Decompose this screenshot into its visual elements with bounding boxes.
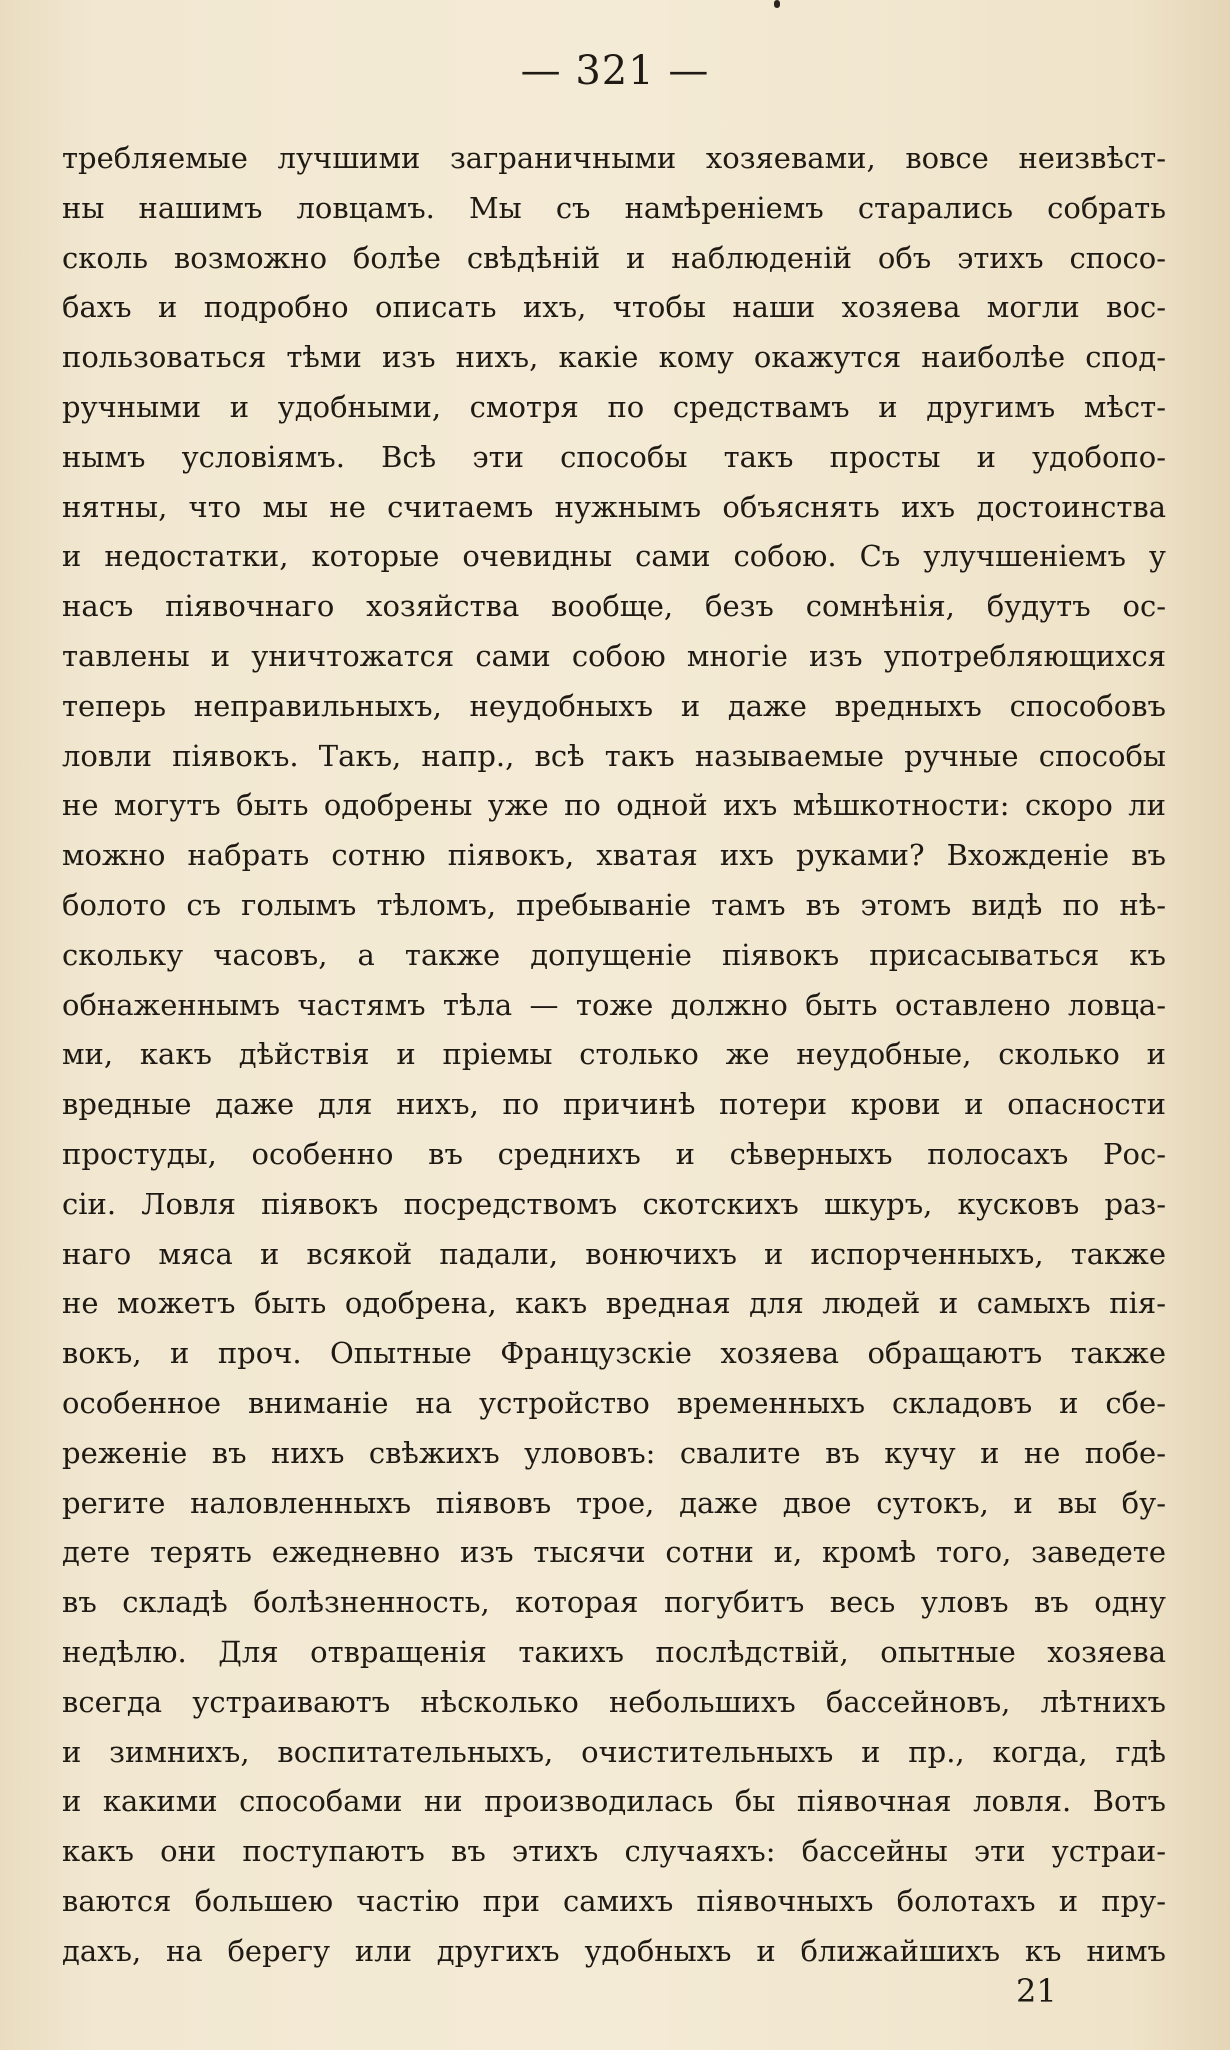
text-line: особенное вниманіе на устройство временныхъ складовъ и сбе-: [62, 1385, 1166, 1420]
ink-speck: [774, 0, 780, 8]
text-line: не можетъ быть одобрена, какъ вредная для людей и самыхъ пія-: [62, 1286, 1166, 1321]
signature-mark: 21: [1016, 1972, 1057, 2010]
text-line: въ складѣ болѣзненность, которая погубитъ весь уловъ въ одну: [62, 1585, 1166, 1620]
text-line: пользоваться тѣми изъ нихъ, какіе кому окажутся наиболѣе спод-: [62, 340, 1166, 375]
text-line: всегда устраиваютъ нѣсколько небольшихъ бассейновъ, лѣтнихъ: [62, 1684, 1166, 1719]
text-line: болото съ голымъ тѣломъ, пребываніе тамъ въ этомъ видѣ по нѣ-: [62, 887, 1166, 922]
text-line: дете терять ежедневно изъ тысячи сотни и, кромѣ того, заведете: [62, 1535, 1166, 1570]
text-line: простуды, особенно въ среднихъ и сѣверныхъ полосахъ Рос-: [62, 1136, 1166, 1171]
text-line: не могутъ быть одобрены уже по одной ихъ мѣшкотности: скоро ли: [62, 788, 1166, 823]
body-text: [62, 134, 1166, 1976]
text-line: и недостатки, которые очевидны сами собою. Съ улучшеніемъ у: [62, 539, 1166, 574]
text-line: тавлены и уничтожатся сами собою многіе изъ употребляющихся: [62, 638, 1166, 673]
text-line: ваются большею частію при самихъ піявочныхъ болотахъ и пру-: [62, 1883, 1166, 1918]
page-number-header: — 321 —: [520, 48, 710, 94]
text-line: и зимнихъ, воспитательныхъ, очистительныхъ и пр., когда, гдѣ: [62, 1734, 1166, 1769]
text-line: сколь возможно болѣе свѣдѣній и наблюденій объ этихъ спосо-: [62, 240, 1166, 275]
text-line: ны нашимъ ловцамъ. Мы съ намѣреніемъ старались собрать: [62, 190, 1166, 225]
text-line: наго мяса и всякой падали, вонючихъ и испорченныхъ, также: [62, 1236, 1166, 1271]
text-line: ручными и удобными, смотря по средствамъ и другимъ мѣст-: [62, 389, 1166, 424]
text-line: и какими способами ни производилась бы піявочная ловля. Вотъ: [62, 1784, 1166, 1819]
text-line: требляемые лучшими заграничными хозяевами, вовсе неизвѣст-: [62, 141, 1166, 175]
text-line: недѣлю. Для отвращенія такихъ послѣдствій, опытные хозяева: [62, 1634, 1166, 1669]
text-line: регите наловленныхъ піявовъ трое, даже двое сутокъ, и вы бу-: [62, 1485, 1166, 1520]
text-line: какъ они поступаютъ въ этихъ случаяхъ: бассейны эти устраи-: [62, 1834, 1166, 1869]
text-line: вредные даже для нихъ, по причинѣ потери крови и опасности: [62, 1087, 1166, 1122]
text-line: насъ піявочнаго хозяйства вообще, безъ сомнѣнія, будутъ ос-: [62, 589, 1166, 624]
text-line: нымъ условіямъ. Всѣ эти способы такъ просты и удобопо-: [62, 439, 1166, 474]
text-line: теперь неправильныхъ, неудобныхъ и даже вредныхъ способовъ: [62, 688, 1166, 723]
text-line: бахъ и подробно описать ихъ, чтобы наши хозяева могли вос-: [62, 290, 1166, 325]
text-line: вокъ, и проч. Опытные Французскіе хозяева обращаютъ также: [62, 1336, 1166, 1371]
text-line: обнаженнымъ частямъ тѣла — тоже должно быть оставлено ловца-: [62, 987, 1166, 1022]
text-line: ловли піявокъ. Такъ, напр., всѣ такъ называемые ручные способы: [62, 738, 1166, 773]
text-line: дахъ, на берегу или другихъ удобныхъ и ближайшихъ къ нимъ: [62, 1933, 1166, 1968]
text-line: нятны, что мы не считаемъ нужнымъ объяснять ихъ достоинства: [62, 489, 1166, 524]
text-line: можно набрать сотню піявокъ, хватая ихъ руками? Вхожденіе въ: [62, 838, 1166, 873]
text-line: ми, какъ дѣйствія и пріемы столько же неудобные, сколько и: [62, 1037, 1166, 1072]
text-line: реженіе въ нихъ свѣжихъ улововъ: свалите въ кучу и не побе-: [62, 1435, 1166, 1470]
text-line: скольку часовъ, а также допущеніе піявокъ присасываться къ: [62, 937, 1166, 972]
text-line: сіи. Ловля піявокъ посредствомъ скотскихъ шкуръ, кусковъ раз-: [62, 1186, 1166, 1221]
